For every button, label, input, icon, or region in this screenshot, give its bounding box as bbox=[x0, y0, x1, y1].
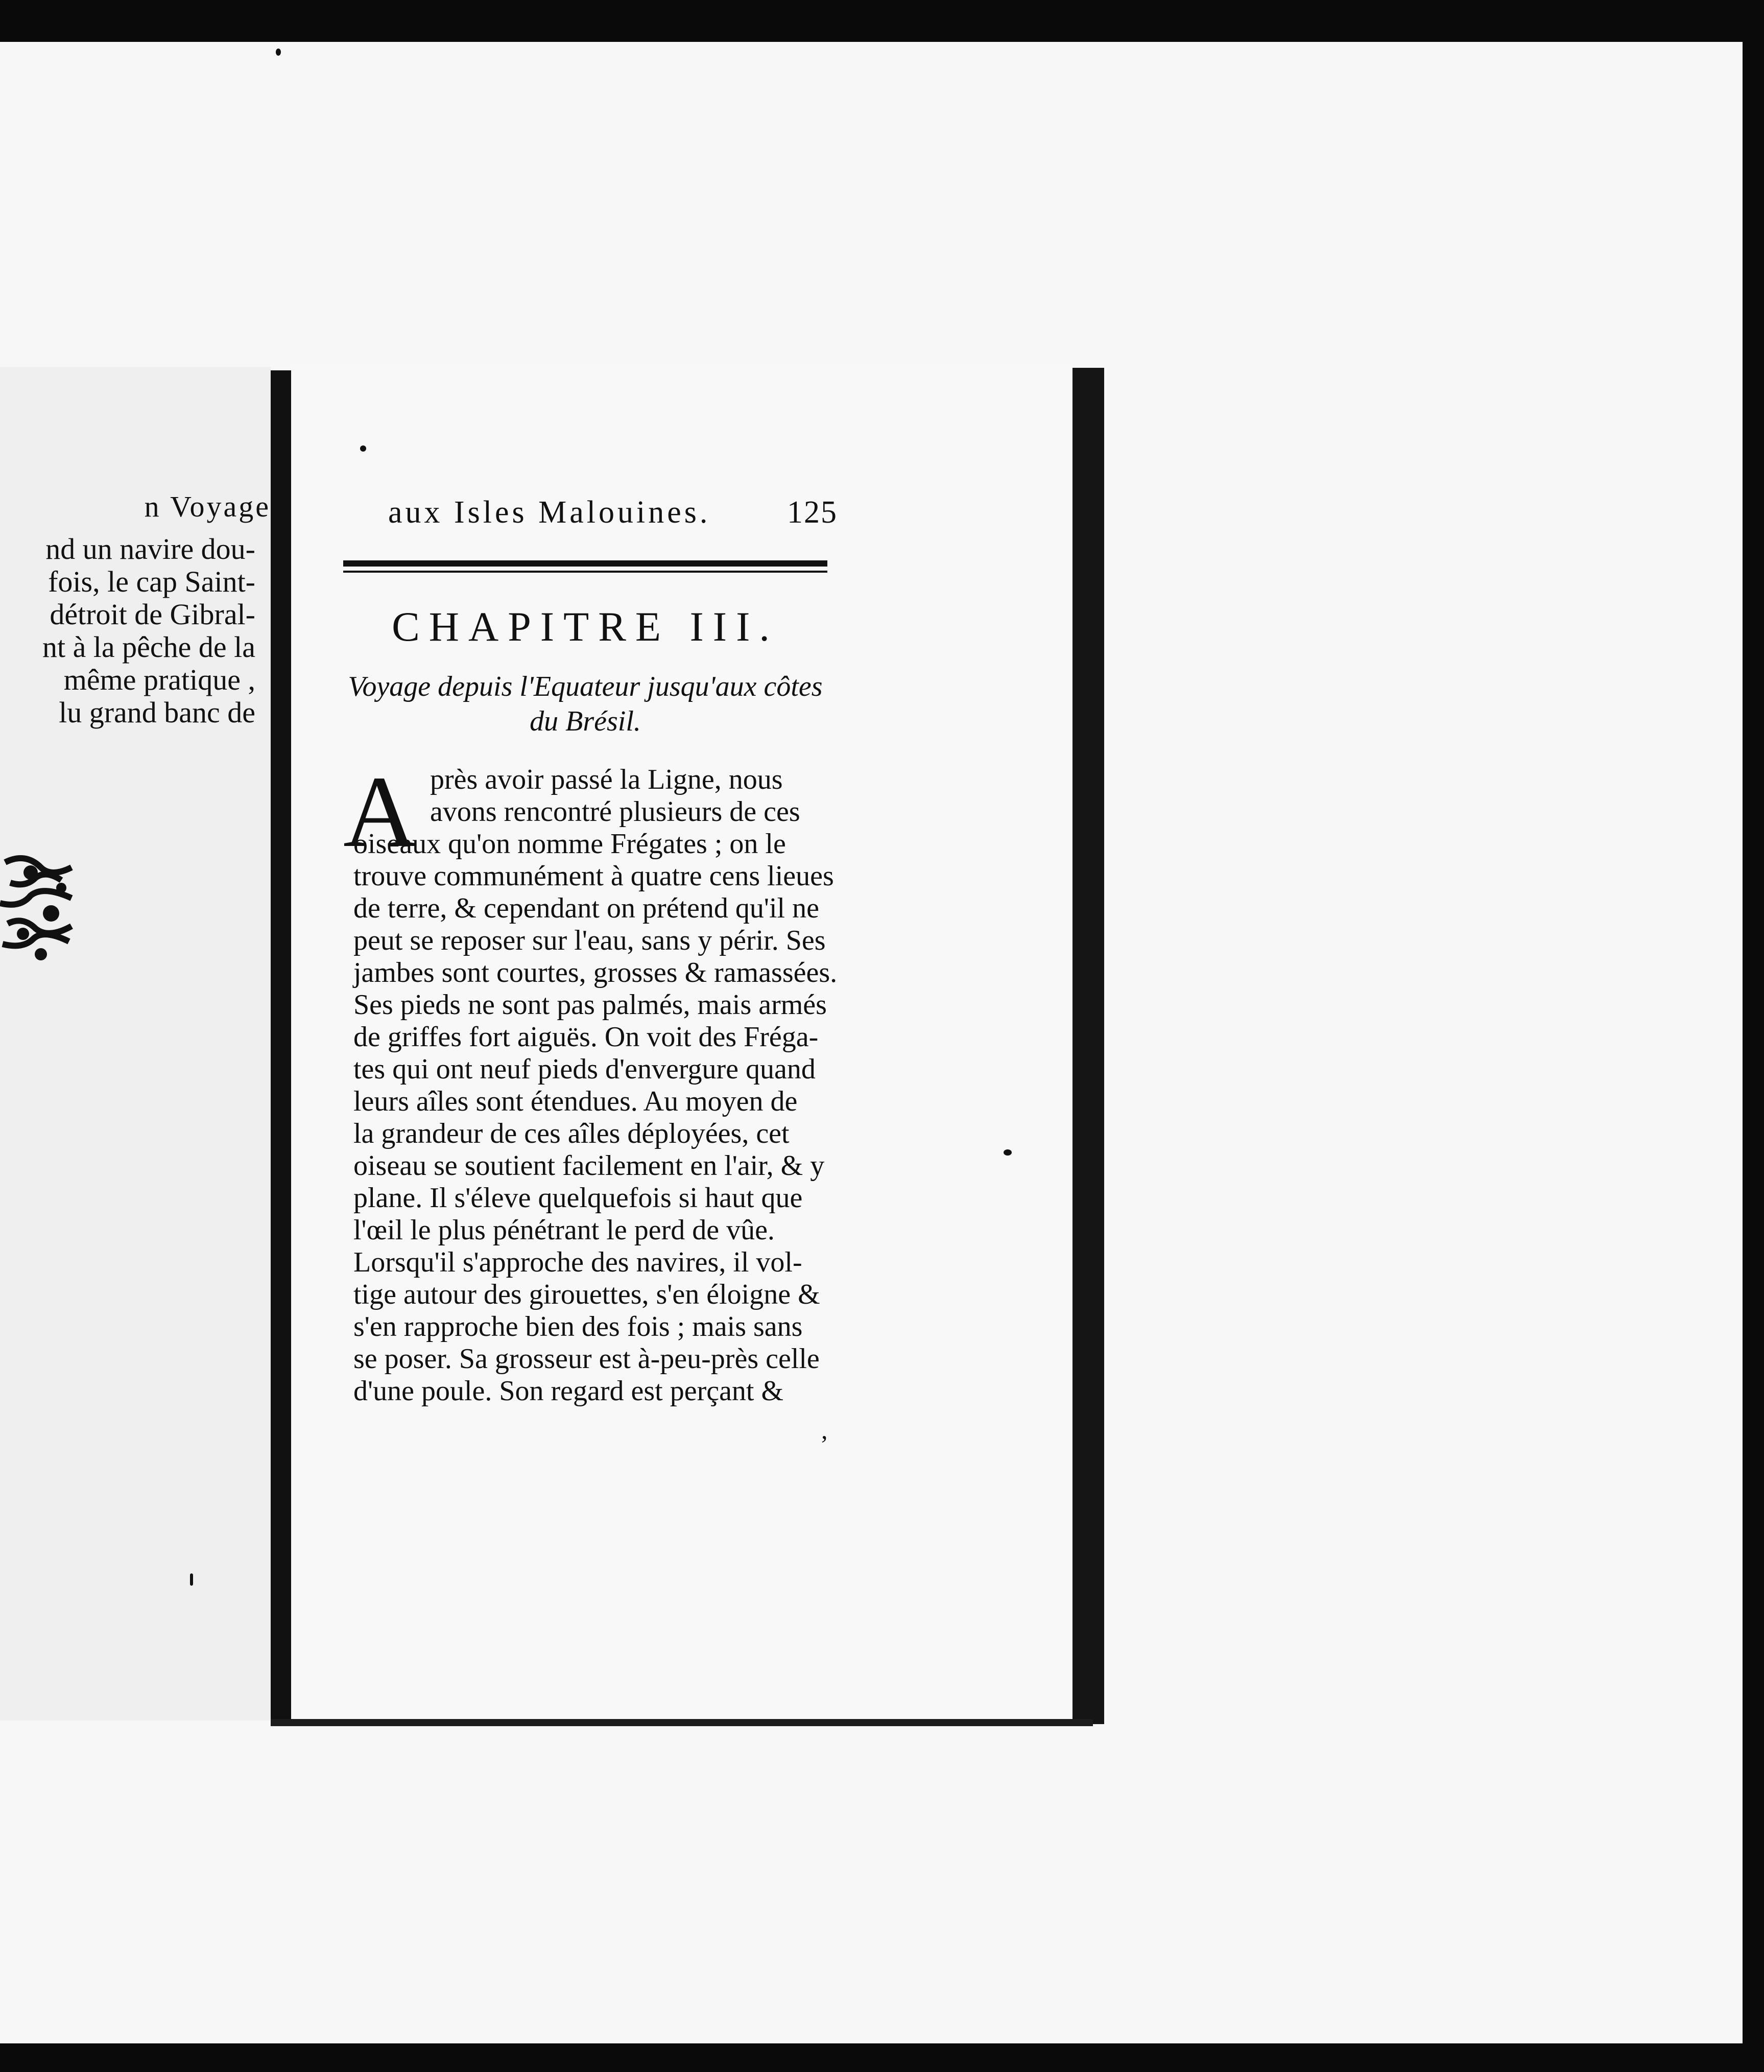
subtitle-line: du Brésil. bbox=[530, 705, 641, 737]
text-line: avons rencontré plusieurs de ces bbox=[430, 796, 800, 828]
text-line: oiseau se soutient facilement en l'air, & y bbox=[353, 1150, 825, 1182]
text-line: fois, le cap Saint- bbox=[48, 565, 255, 598]
text-line: peut se reposer sur l'eau, sans y périr. Ses bbox=[353, 925, 826, 956]
text-line: se poser. Sa grosseur est à-peu-près celle bbox=[353, 1343, 820, 1375]
left-running-head: n Voyage bbox=[144, 490, 271, 523]
text-line: même pratique , bbox=[63, 663, 255, 696]
left-page bbox=[0, 367, 271, 1721]
header-rule-thin bbox=[343, 571, 827, 573]
film-border-right bbox=[1743, 36, 1764, 2049]
film-border-bottom bbox=[0, 2043, 1764, 2072]
text-line: Lorsqu'il s'approche des navires, il vol- bbox=[353, 1246, 802, 1278]
text-line: détroit de Gibral- bbox=[50, 598, 255, 631]
text-line: jambes sont courtes, grosses & ramassées. bbox=[353, 957, 838, 988]
scan-speck bbox=[1004, 1149, 1012, 1156]
text-line: Ses pieds ne sont pas palmés, mais armés bbox=[353, 989, 827, 1021]
scan-speck bbox=[190, 1573, 193, 1586]
catchword: , bbox=[821, 1416, 828, 1444]
text-line: d'une poule. Son regard est perçant & bbox=[353, 1375, 784, 1407]
text-line: de terre, & cependant on prétend qu'il ne bbox=[353, 892, 819, 924]
book-gutter bbox=[271, 370, 291, 1719]
text-line: s'en rapproche bien des fois ; mais sans bbox=[353, 1311, 803, 1343]
text-line: tes qui ont neuf pieds d'envergure quand bbox=[353, 1053, 816, 1085]
text-line: trouve communément à quatre cens lieues bbox=[353, 860, 834, 892]
text-line: de griffes fort aiguës. On voit des Fréga- bbox=[353, 1021, 819, 1053]
text-line: près avoir passé la Ligne, nous bbox=[430, 764, 783, 795]
fleuron-ornament-icon bbox=[0, 852, 82, 970]
scan-speck bbox=[276, 49, 281, 56]
film-border-top bbox=[0, 0, 1764, 42]
chapter-subtitle bbox=[343, 669, 827, 739]
text-line: la grandeur de ces aîles déployées, cet bbox=[353, 1118, 790, 1149]
text-line: oiseaux qu'on nomme Frégates ; on le bbox=[353, 828, 786, 860]
text-line: lu grand banc de bbox=[59, 696, 255, 729]
text-line: tige autour des girouettes, s'en éloigne & bbox=[353, 1279, 820, 1310]
running-head bbox=[388, 495, 838, 535]
drop-cap: A bbox=[343, 756, 417, 868]
text-line: plane. Il s'éleve quelquefois si haut que bbox=[353, 1182, 803, 1214]
text-line: leurs aîles sont étendues. Au moyen de bbox=[353, 1086, 798, 1117]
header-rule-thick bbox=[343, 560, 827, 567]
body-text bbox=[353, 764, 854, 1407]
text-line: nd un navire dou- bbox=[45, 532, 255, 566]
left-page-text bbox=[0, 533, 255, 729]
chapter-title: CHAPITRE III. bbox=[392, 603, 779, 650]
text-line: nt à la pêche de la bbox=[42, 630, 255, 664]
page-edge-shadow bbox=[1072, 368, 1104, 1724]
subtitle-line: Voyage depuis l'Equateur jusqu'aux côtes bbox=[348, 671, 823, 702]
text-line: l'œil le plus pénétrant le perd de vûe. bbox=[353, 1214, 775, 1246]
running-head-title: aux Isles Malouines. bbox=[388, 495, 711, 530]
scan-speck bbox=[360, 445, 366, 452]
page-bottom-edge bbox=[271, 1719, 1093, 1726]
page-number: 125 bbox=[787, 495, 838, 530]
